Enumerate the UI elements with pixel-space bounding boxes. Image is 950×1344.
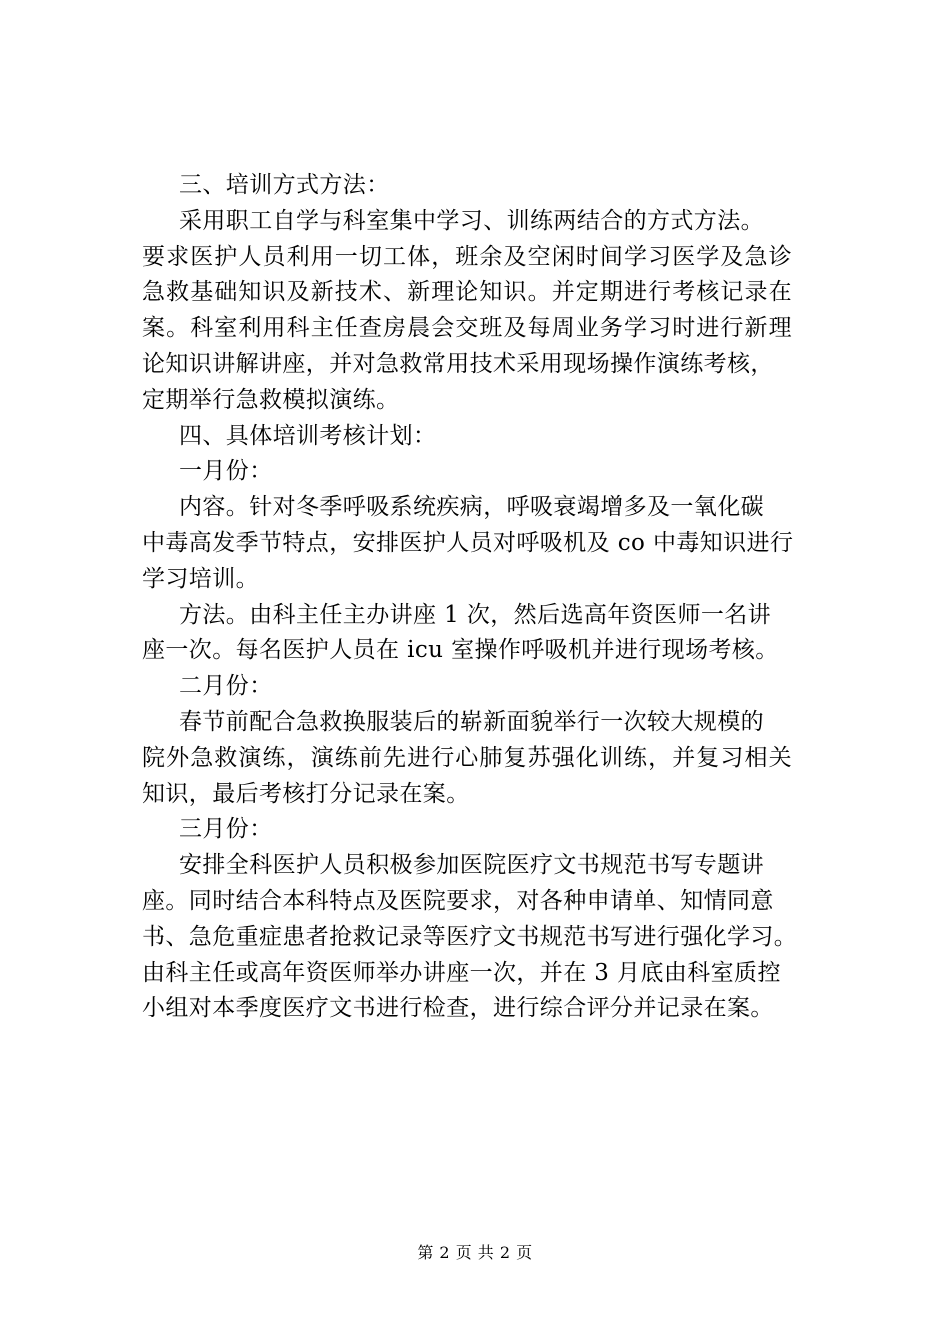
- text-line: 学习培训。: [142, 565, 259, 592]
- text-line: 案。科室利用科主任查房晨会交班及每周业务学习时进行新理: [142, 315, 793, 342]
- text-line: 院外急救演练，演练前先进行心肺复苏强化训练，并复习相关: [142, 744, 793, 771]
- text-line: 急救基础知识及新技术、新理论知识。并定期进行考核记录在: [142, 279, 793, 306]
- text-line: 座一次。每名医护人员在 icu 室操作呼吸机并进行现场考核。: [142, 637, 779, 664]
- text-line: 知识，最后考核打分记录在案。: [142, 780, 470, 807]
- text-line: 小组对本季度医疗文书进行检查，进行综合评分并记录在案。: [142, 995, 774, 1022]
- month-heading: 三月份：: [179, 816, 273, 843]
- page-number-footer: 第 2 页 共 2 页: [417, 1243, 533, 1262]
- text-line: 采用职工自学与科室集中学习、训练两结合的方式方法。: [179, 207, 764, 234]
- text-line: 由科主任或高年资医师举办讲座一次，并在 3 月底由科室质控: [142, 959, 781, 986]
- document-body: [142, 168, 842, 1027]
- text-line: 定期举行急救模拟演练。: [142, 386, 400, 413]
- section-heading: 四、具体培训考核计划：: [179, 422, 437, 449]
- text-line: 春节前配合急救换服装后的崭新面貌举行一次较大规模的: [179, 708, 764, 735]
- month-heading: 一月份：: [179, 458, 273, 485]
- text-line: 座。同时结合本科特点及医院要求，对各种申请单、知情同意: [142, 887, 774, 914]
- text-line: 论知识讲解讲座，并对急救常用技术采用现场操作演练考核，: [142, 350, 774, 377]
- text-line: 安排全科医护人员积极参加医院医疗文书规范书写专题讲: [179, 852, 764, 879]
- text-line: 内容。针对冬季呼吸系统疾病，呼吸衰竭增多及一氧化碳: [179, 494, 764, 521]
- section-heading: 三、培训方式方法：: [179, 172, 390, 198]
- text-line: 方法。由科主任主办讲座 1 次，然后选高年资医师一名讲: [179, 601, 772, 628]
- text-line: 中毒高发季节特点，安排医护人员对呼吸机及 co 中毒知识进行: [142, 529, 794, 556]
- text-line: 书、急危重症患者抢救记录等医疗文书规范书写进行强化学习。: [142, 923, 798, 950]
- text-line: 要求医护人员利用一切工体，班余及空闲时间学习医学及急诊: [142, 243, 793, 270]
- month-heading: 二月份：: [179, 673, 273, 700]
